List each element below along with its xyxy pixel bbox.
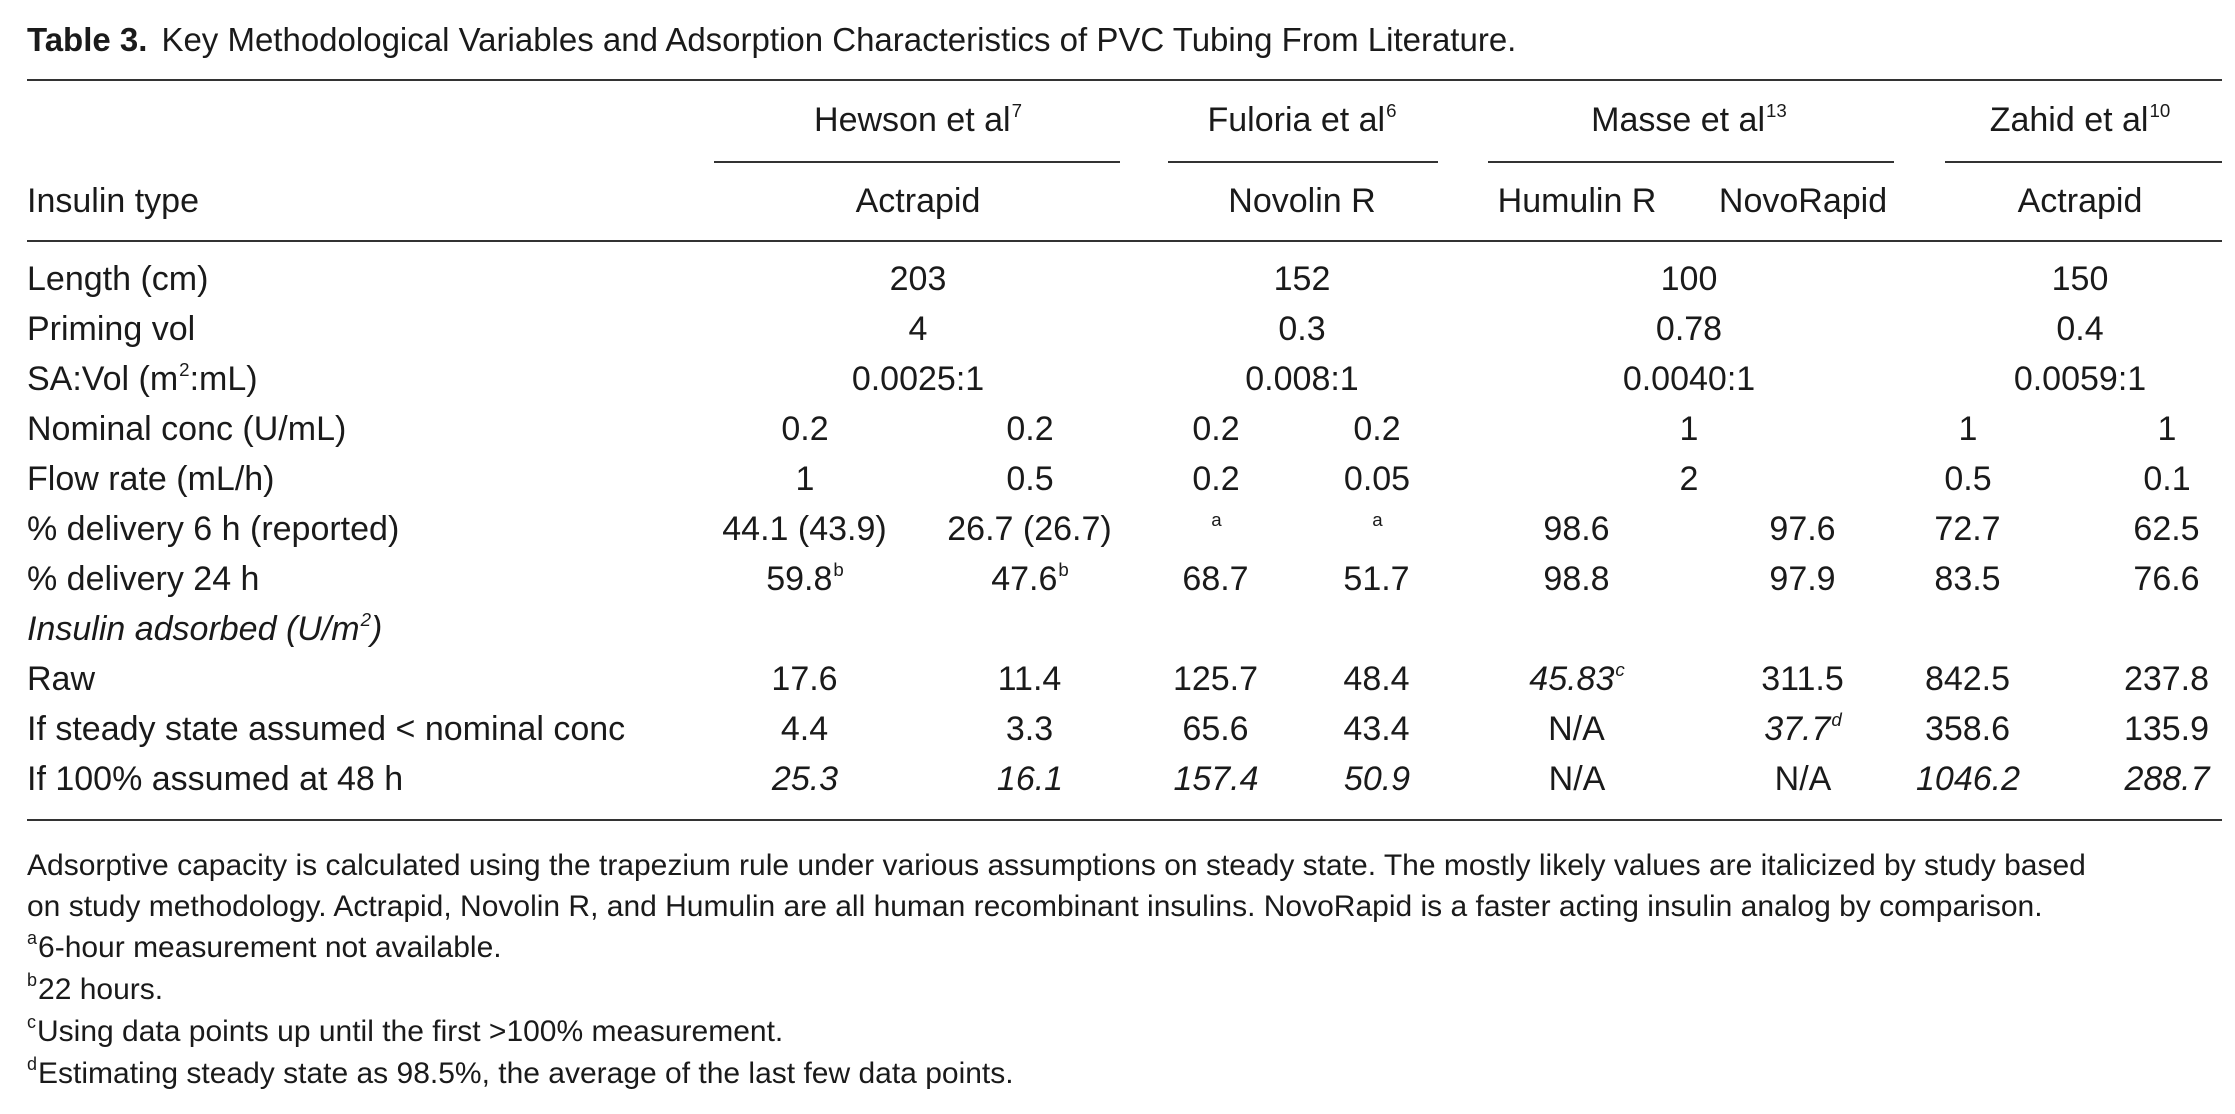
study-header-zahid: Zahid et $al^{10}$ — [1989, 99, 2171, 139]
study-header-fuloria: Fuloria et $al^6$ — [1207, 99, 1397, 139]
table-cell: 17.6 — [771, 660, 838, 698]
table-cell: N/A — [1548, 760, 1606, 798]
insulin-type-cell: Novolin R — [1228, 182, 1376, 220]
table-cell: 51.7 — [1343, 560, 1410, 598]
table-cell: 125.7 — [1172, 660, 1259, 698]
table-cell: 2 — [1679, 460, 1699, 498]
table-note: Adsorptive capacity is calculated using the trapezium rule under various assumptions on steady state. The mostly likely values are italicized by study based — [27, 849, 2086, 882]
table-cell: 4 — [908, 310, 928, 348]
header-rule — [27, 240, 2222, 242]
table-cell: 62.5 — [2133, 510, 2200, 548]
table-cell: 100 — [1660, 260, 1718, 298]
table-cell: 0.2 — [1192, 460, 1240, 498]
table-cell: 72.7 — [1934, 510, 2001, 548]
table-cell: 203 — [889, 260, 947, 298]
insulin-type-cell: Humulin R — [1497, 182, 1657, 220]
table-note: on study methodology. Actrapid, Novolin R, and Humulin are all human recombinant insulins. NovoRapid is a faster acting insulin analog by comparison. — [27, 890, 2043, 923]
study-header-masse: Masse et $al^{13}$ — [1591, 99, 1787, 139]
table-cell: 0.0059:1 — [2013, 360, 2147, 398]
table-cell: 0.2 — [1006, 410, 1054, 448]
insulin-type-cell: Actrapid — [2017, 182, 2143, 220]
table-cell: 97.6 — [1769, 510, 1836, 548]
row-label-nominal: Nominal conc (U/mL) — [27, 410, 347, 448]
row-label-savol: SA:Vol $(m^2:mL)$ — [27, 358, 258, 398]
table-cell: 98.8 — [1543, 560, 1610, 598]
table-cell: 59.8$^b$ — [766, 558, 844, 598]
row-label-insulin-type: Insulin type — [27, 182, 199, 220]
table-cell: 0.2 — [781, 410, 829, 448]
table-cell: a — [1211, 508, 1222, 530]
table-cell: 11.4 — [997, 660, 1062, 698]
bottom-rule — [27, 819, 2222, 821]
table-cell: 150 — [2051, 260, 2109, 298]
table-cell: 37.7$^d$ — [1764, 708, 1842, 748]
row-label-flow: Flow rate (mL/h) — [27, 460, 275, 498]
table-cell: 0.2 — [1192, 410, 1240, 448]
footnote-d: $^d$Estimating steady state as 98.5%, the average of the last few data points. — [27, 1054, 1014, 1090]
row-label-steady: If steady state assumed < nominal conc — [27, 710, 626, 748]
footnote-c: $^c$Using data points up until the first >100% measurement. — [27, 1012, 784, 1048]
table-cell: 45.83$^c$ — [1529, 658, 1625, 698]
insulin-type-cell: NovoRapid — [1718, 182, 1888, 220]
table-cell: 1046.2 — [1916, 760, 2020, 798]
table-cell: 48.4 — [1343, 660, 1410, 698]
table-cell: 0.3 — [1278, 310, 1326, 348]
table-label: Table 3. — [27, 21, 148, 58]
top-rule — [27, 79, 2222, 81]
row-label-delivery-6h: % delivery 6 h (reported) — [27, 510, 400, 548]
row-label-delivery-24h: % delivery 24 h — [27, 560, 260, 598]
table-cell: 47.6$^b$ — [991, 558, 1069, 598]
group-rule-hewson — [714, 161, 1120, 163]
table-cell: 16.1 — [996, 760, 1064, 798]
table-cell: 0.5 — [1944, 460, 1992, 498]
table-cell: 0.4 — [2056, 310, 2104, 348]
table-cell: 76.6 — [2133, 560, 2200, 598]
table-cell: 0.1 — [2143, 460, 2191, 498]
row-label-length: Length (cm) — [27, 260, 209, 298]
table-cell: 26.7 (26.7) — [947, 510, 1112, 548]
table-cell: 43.4 — [1343, 710, 1410, 748]
table-cell: 157.4 — [1173, 760, 1259, 798]
table-cell: 97.9 — [1769, 560, 1836, 598]
table-cell: 1 — [1679, 410, 1699, 448]
table-cell: 0.0040:1 — [1622, 360, 1756, 398]
table-cell: 50.9 — [1343, 760, 1411, 798]
table-cell: 311.5 — [1761, 660, 1844, 698]
table-cell: 44.1 (43.9) — [722, 510, 887, 548]
group-rule-masse — [1488, 161, 1894, 163]
table-cell: 65.6 — [1182, 710, 1249, 748]
table-cell: 0.05 — [1343, 460, 1411, 498]
table-title: Key Methodological Variables and Adsorption Characteristics of PVC Tubing From Literature. — [161, 21, 1517, 58]
study-header-hewson: Hewson et $al^7$ — [814, 99, 1022, 139]
table-cell: 0.0025:1 — [851, 360, 985, 398]
table-cell: 0.008:1 — [1245, 360, 1359, 398]
table-cell: N/A — [1548, 710, 1605, 748]
table-cell: 842.5 — [1924, 660, 2011, 698]
row-label-priming: Priming vol — [27, 310, 196, 348]
group-rule-fuloria — [1168, 161, 1438, 163]
table-caption — [27, 14, 1516, 66]
footnote-b: $^b$22 hours. — [27, 970, 164, 1006]
table-cell: 25.3 — [771, 760, 839, 798]
table-cell: 3.3 — [1005, 710, 1054, 748]
table-cell: a — [1372, 508, 1383, 530]
footnote-a: $^a$6-hour measurement not available. — [27, 928, 502, 964]
table-cell: 98.6 — [1543, 510, 1610, 548]
table-cell: 237.8 — [2123, 660, 2210, 698]
table-cell: 1 — [795, 460, 815, 498]
table-cell: 1 — [2157, 410, 2177, 448]
table-cell: 135.9 — [2123, 710, 2210, 748]
insulin-type-cell: Actrapid — [855, 182, 981, 220]
table-cell: 1 — [1958, 410, 1978, 448]
group-rule-zahid — [1945, 161, 2222, 163]
row-label-raw: Raw — [27, 660, 96, 698]
table-cell: N/A — [1774, 760, 1832, 798]
table-cell: 68.7 — [1182, 560, 1249, 598]
table-cell: 0.5 — [1006, 460, 1054, 498]
table-cell: 4.4 — [780, 710, 829, 748]
table-cell: 0.2 — [1353, 410, 1401, 448]
table-cell: 83.5 — [1934, 560, 2001, 598]
table-cell: 288.7 — [2124, 760, 2210, 798]
table-cell: 0.78 — [1655, 310, 1723, 348]
table-cell: 358.6 — [1924, 710, 2011, 748]
row-label-assumed48: If 100% assumed at 48 h — [27, 760, 404, 798]
row-subheading-adsorbed: Insulin adsorbed $(U/m^2)$ — [27, 608, 383, 648]
table-cell: 152 — [1273, 260, 1331, 298]
